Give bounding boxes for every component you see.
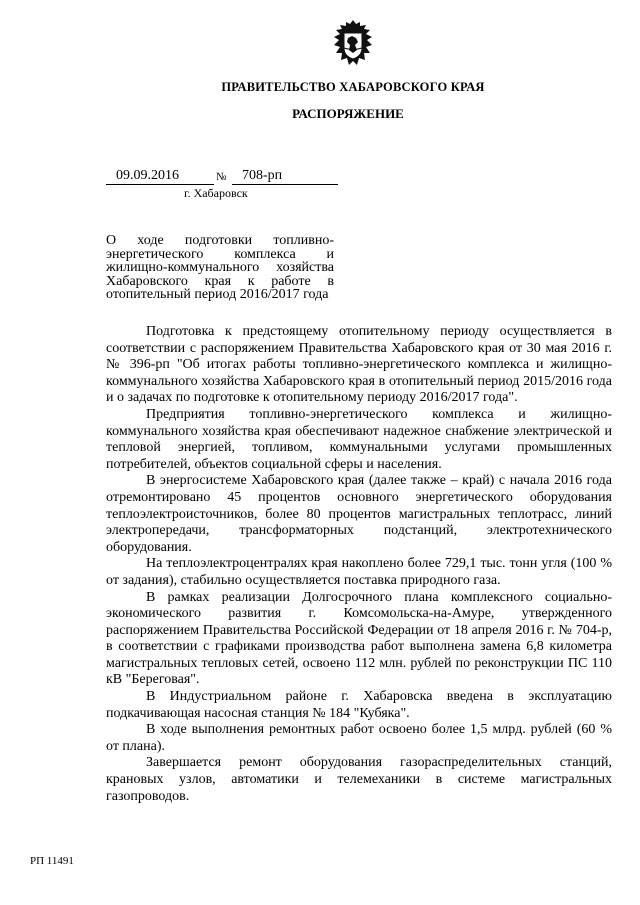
document-body: [106, 324, 612, 805]
paragraph: В Индустриальном районе г. Хабаровска введена в эксплуатацию подкачивающая насосная станция № 184 "Кубяка".: [106, 689, 612, 721]
paragraph: В ходе выполнения ремонтных работ освоено более 1,5 млрд. рублей (60 % от плана).: [106, 722, 612, 754]
paragraph: Завершается ремонт оборудования газораспределительных станций, крановых узлов, автоматики и телемеханики в системе магистральных газопроводов.: [106, 755, 612, 804]
number-sign: №: [216, 171, 227, 183]
coat-of-arms-icon: [330, 18, 376, 70]
paragraph: Подготовка к предстоящему отопительному периоду осуществляется в соответствии с распоряжением Правительства Хабаровского края от 30 мая 2016 г. № 396-рп "Об итогах работы топливно-энергетического комплекса и жилищно-коммунального хозяйства Хабаровского края в отопительный период 2015/2016 года и о задачах по подготовке к отопительному периоду 2016/2017 года".: [106, 324, 612, 406]
paragraph: Предприятия топливно-энергетического комплекса и жилищно-коммунального хозяйства края обеспечивают надежное снабжение электрической и тепловой энергией, топливом, коммунальными услугами промышленных потребителей, объектов социальной сферы и населения.: [106, 406, 612, 472]
document-city: г. Хабаровск: [184, 186, 248, 200]
paragraph: На теплоэлектроцентралях края накоплено более 729,1 тыс. тонн угля (100 % от задания), стабильно осуществляется поставка природного газа.: [106, 556, 612, 588]
document-type: РАСПОРЯЖЕНИЕ: [292, 106, 404, 121]
paragraph: В рамках реализации Долгосрочного плана комплексного социально-экономического развития г. Комсомольска-на-Амуре, утвержденного распоряжением Правительства Российской Федерации от 18 апреля 2016 г. № 704-р, в соответствии с графиками производства работ выполнена замена 6,8 километра магистральных тепловых сетей, освоено 112 млн. рублей по реконструкции ПС 110 кВ "Береговая".: [106, 589, 612, 688]
government-title: ПРАВИТЕЛЬСТВО ХАБАРОВСКОГО КРАЯ: [221, 80, 485, 94]
document-date: 09.09.2016: [106, 168, 214, 185]
document-subject: О ходе подготовки топливно-энергетического комплекса и жилищно-коммунального хозяйства Хабаровского края к работе в отопительный период 2016/2017 года: [106, 233, 334, 302]
document-code: РП 11491: [30, 855, 74, 867]
document-number: 708-рп: [232, 168, 338, 185]
paragraph: В энергосистеме Хабаровского края (далее также – край) с начала 2016 года отремонтировано 45 процентов основного энергетического оборудования теплоэлектроисточников, более 80 процентов магистральных теплотрасс, линий электропередачи, трансформаторных подстанций, электротехнического оборудования.: [106, 473, 612, 555]
